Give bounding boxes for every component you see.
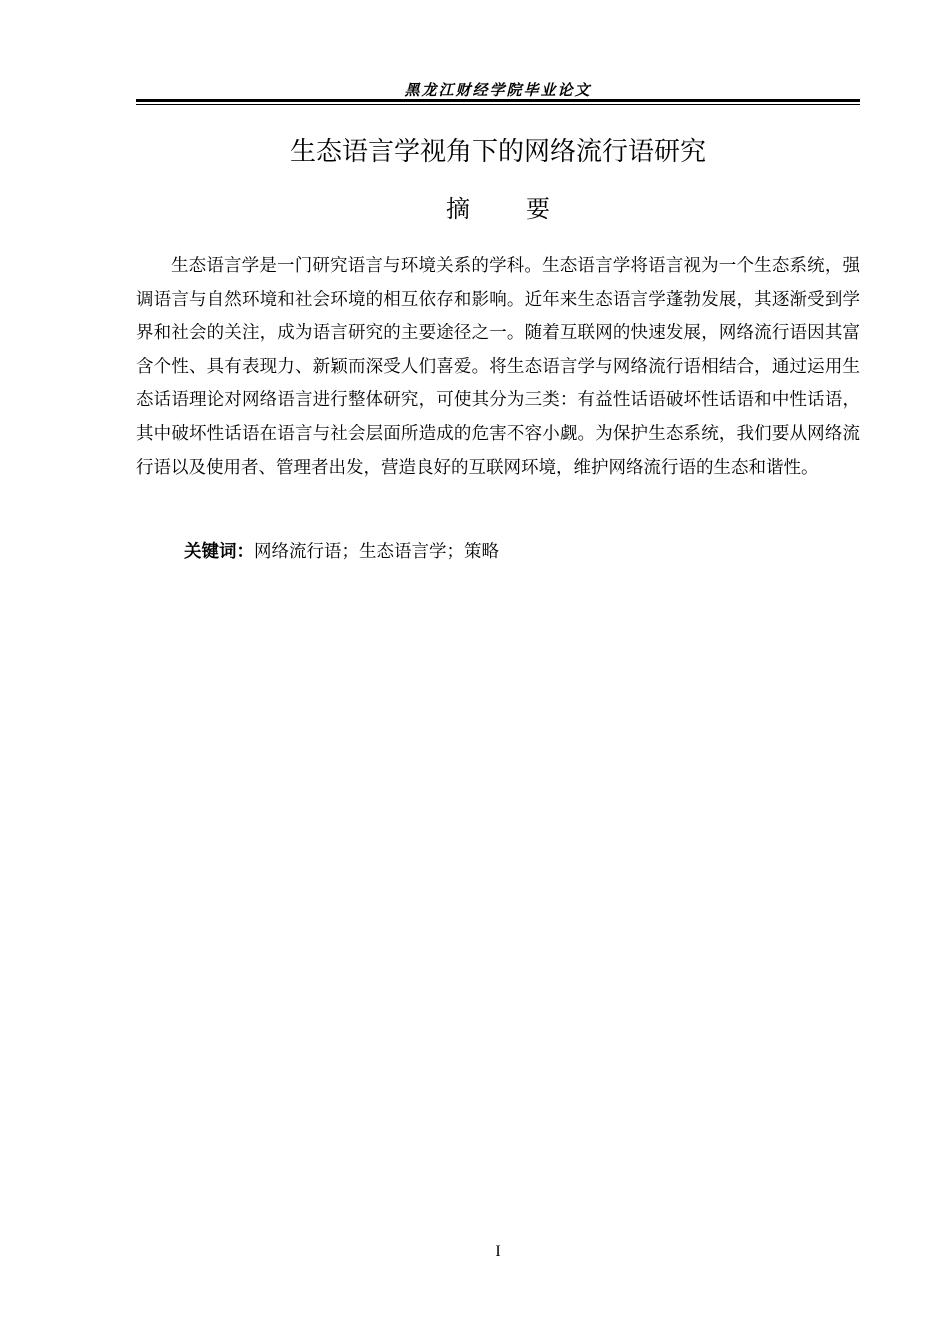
running-header: 黑龙江财经学院毕业论文: [404, 81, 592, 99]
header-rule-thin: [136, 104, 860, 105]
keywords-label: 关键词：: [184, 542, 254, 562]
header-rule-thick: [136, 99, 860, 102]
keywords-value: 网络流行语；生态语言学；策略: [254, 542, 499, 562]
thesis-title: 生态语言学视角下的网络流行语研究: [289, 137, 706, 167]
abstract-body: 生态语言学是一门研究语言与环境关系的学科。生态语言学将语言视为一个生态系统，强调语言与自然环境和社会环境的相互依存和影响。近年来生态语言学蓬勃发展，其逐渐受到学界和社会的关注，成为语言研究的主要途径之一。随着互联网的快速发展，网络流行语因其富含个性、具有表现力、新颖而深受人们喜爱。将生态语言学与网络流行语相结合，通过运用生态话语理论对网络语言进行整体研究，可使其分为三类：有益性话语破坏性话语和中性话语，其中破坏性话语在语言与社会层面所造成的危害不容小觑。为保护生态系统，我们要从网络流行语以及使用者、管理者出发，营造良好的互联网环境，维护网络流行语的生态和谐性。: [136, 256, 860, 478]
page-number: I: [495, 1243, 501, 1260]
keywords-line: [184, 538, 860, 566]
abstract-heading: 摘要: [446, 195, 606, 223]
